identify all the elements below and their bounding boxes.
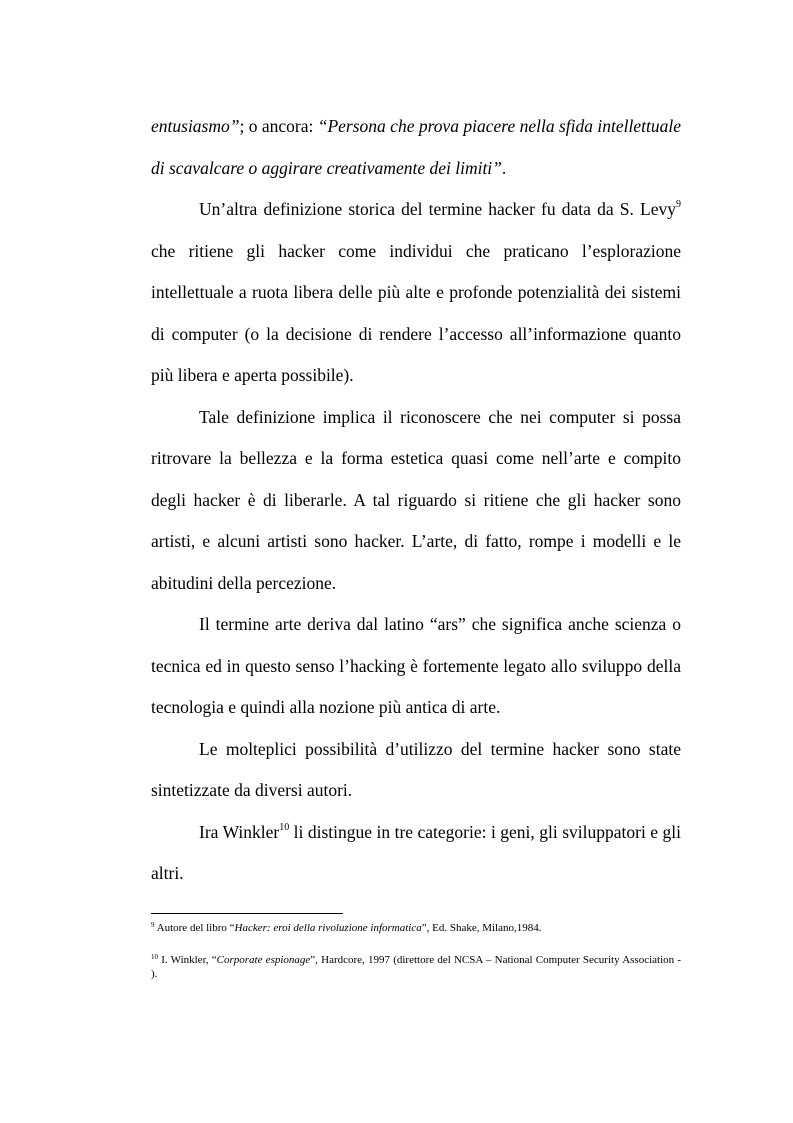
paragraph-5: Le molteplici possibilità d’utilizzo del termine hacker sono state sintetizzate da diversi autori. [151,738,681,800]
footnote-number: 10 [151,953,158,961]
quote-definition: “Persona che prova piacere nella sfida intellettuale di scavalcare o aggirare creativamente dei limiti” [151,116,681,178]
quote-end-fragment: entusiasmo” [151,116,240,136]
paragraph-4: Il termine arte deriva dal latino “ars” che significa anche scienza o tecnica ed in questo senso l’hacking è fortemente legato allo sviluppo della tecnologia e quindi alla nozione più antica di arte. [151,614,681,717]
footnote-text: I. Winkler, “ [158,954,217,966]
body-text [151,106,681,895]
paragraph-2 [151,189,681,397]
paragraph-text: che ritiene gli hacker come individui che praticano l’esplorazione intellettuale a ruota libera delle più alte e profonde potenzialità dei sistemi di computer (o la decisione di rendere l’accesso all’informazione quanto più libera e aperta possibile). [151,240,681,385]
footnotes [151,921,681,999]
footnote-number: 9 [151,921,155,929]
footnote-10 [151,953,681,981]
paragraph-text: . [501,157,507,178]
footnote-ref-9: 9 [676,199,681,210]
paragraph-text: Un’altra definizione storica del termine hacker fu data da S. Levy [199,199,676,219]
paragraph-3: Tale definizione implica il riconoscere che nei computer si possa ritrovare la bellezza e la forma estetica quasi come nell’arte e compito degli hacker è di liberarle. A tal riguardo si ritiene che gli hacker sono artisti, e alcuni artisti sono hacker. L’arte, di fatto, rompe i modelli e le abitudini della percezione. [151,406,681,593]
footnote-text: ”, Hardcore, 1997 (direttore del NCSA – National Computer Security Association - ). [151,954,681,980]
footnote-book-title: Corporate espionage [216,954,311,966]
paragraph-text: ; o ancora: [239,116,318,136]
paragraph-6 [151,812,681,895]
footnote-separator [151,913,343,914]
footnote-9 [151,921,681,935]
footnote-text: Autore del libro “ [154,922,235,934]
paragraph-text: li distingue in tre categorie: i geni, gli sviluppatori e gli altri. [151,821,681,883]
footnote-book-title: Hacker: eroi della rivoluzione informatica [234,922,422,934]
footnote-ref-10: 10 [279,821,290,833]
paragraph-1 [151,106,681,189]
paragraph-text: Ira Winkler [199,821,280,842]
footnote-text: ”, Ed. Shake, Milano,1984. [421,922,542,934]
